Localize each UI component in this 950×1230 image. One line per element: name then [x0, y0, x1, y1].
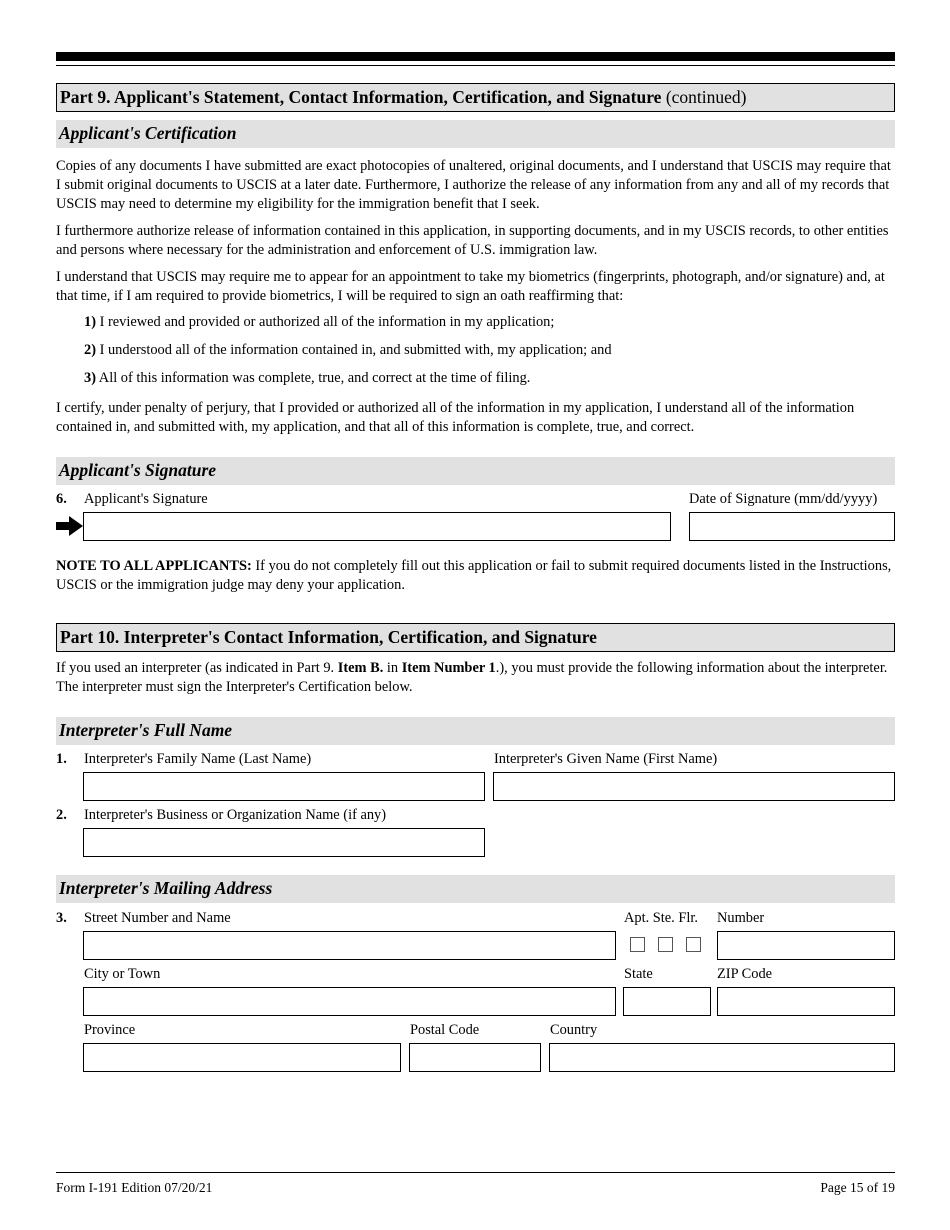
apt-checkbox[interactable] — [630, 937, 645, 952]
given-name-label: Interpreter's Given Name (First Name) — [494, 751, 718, 767]
oath-list-item: 2) I understood all of the information contained in, and submitted with, my application; and — [84, 342, 612, 358]
signature-date-label: Date of Signature (mm/dd/yyyy) — [689, 491, 878, 507]
part9-continued: (continued) — [665, 87, 747, 107]
state-select[interactable] — [623, 987, 711, 1016]
interpreter-address-heading: Interpreter's Mailing Address — [56, 875, 895, 903]
certification-paragraph-2: I furthermore authorize release of information contained in this application, in supporting documents, and in my USCIS records, to other entities and persons where necessary for the administration and enforcement of U.S. immigration law. — [56, 223, 889, 258]
province-field[interactable] — [83, 1043, 401, 1072]
zip-label: ZIP Code — [717, 966, 773, 982]
apt-ste-flr-label: Apt. Ste. Flr. — [624, 910, 698, 926]
unit-number-label: Number — [717, 910, 765, 926]
part10-header: Part 10. Interpreter's Contact Information, Certification, and Signature — [56, 623, 895, 652]
certification-paragraph-4: I certify, under penalty of perjury, that I provided or authorized all of the information in my application, I understand all of the information contained in, and submitted with, my application, and that all of this information is complete, true, and correct. — [56, 400, 855, 435]
top-thin-rule — [56, 65, 895, 66]
unit-number-field[interactable] — [717, 931, 895, 960]
postal-code-field[interactable] — [409, 1043, 541, 1072]
item-1-number: 1. — [56, 751, 67, 767]
business-name-label: Interpreter's Business or Organization Name (if any) — [84, 807, 387, 823]
city-label: City or Town — [84, 966, 161, 982]
oath-list-item: 1) I reviewed and provided or authorized all of the information in my application; — [84, 314, 555, 330]
item-6-number: 6. — [56, 491, 67, 507]
page-number: Page 15 of 19 — [820, 1180, 895, 1195]
country-label: Country — [550, 1022, 598, 1038]
state-label: State — [624, 966, 653, 982]
note-to-applicants: NOTE TO ALL APPLICANTS: If you do not completely fill out this application or fail to submit required documents listed in the Instructions, USCIS or the immigration judge may deny your application. — [56, 558, 892, 593]
certification-paragraph-1: Copies of any documents I have submitted are exact photocopies of unaltered, original documents, and I understand that USCIS may require that I submit original documents to USCIS at a later date. Furthermore, I authorize the release of any information from any and all of my records that USCIS may need to determine my eligibility for the immigration benefit that I seek. — [56, 158, 891, 212]
family-name-field[interactable] — [83, 772, 485, 801]
family-name-label: Interpreter's Family Name (Last Name) — [84, 751, 312, 767]
part9-header — [56, 83, 895, 112]
signature-field[interactable] — [83, 512, 671, 541]
signature-date-field[interactable] — [689, 512, 895, 541]
item-3-number: 3. — [56, 910, 67, 926]
city-field[interactable] — [83, 987, 616, 1016]
item-2-number: 2. — [56, 807, 67, 823]
certification-heading: Applicant's Certification — [56, 120, 895, 148]
signature-heading: Applicant's Signature — [56, 457, 895, 485]
zip-field[interactable] — [717, 987, 895, 1016]
given-name-field[interactable] — [493, 772, 895, 801]
part9-title: Part 9. Applicant's Statement, Contact Information, Certification, and Signature — [60, 87, 662, 107]
signature-label: Applicant's Signature — [84, 491, 208, 507]
ste-checkbox[interactable] — [658, 937, 673, 952]
form-edition: Form I-191 Edition 07/20/21 — [56, 1180, 213, 1195]
country-field[interactable] — [549, 1043, 895, 1072]
interpreter-fullname-heading: Interpreter's Full Name — [56, 717, 895, 745]
top-thick-rule — [56, 52, 895, 61]
right-arrow-icon — [56, 516, 83, 536]
province-label: Province — [84, 1022, 136, 1038]
street-label: Street Number and Name — [84, 910, 231, 926]
business-name-field[interactable] — [83, 828, 485, 857]
certification-paragraph-3: I understand that USCIS may require me to appear for an appointment to take my biometrics (fingerprints, photograph, and/or signature) and, at that time, if I am required to provide biometrics, I will be required to sign an oath reaffirming that: — [56, 269, 885, 304]
oath-list-item: 3) All of this information was complete, true, and correct at the time of filing. — [84, 370, 531, 386]
street-field[interactable] — [83, 931, 616, 960]
postal-code-label: Postal Code — [410, 1022, 480, 1038]
footer-rule — [56, 1172, 895, 1173]
flr-checkbox[interactable] — [686, 937, 701, 952]
part10-intro: If you used an interpreter (as indicated in Part 9. Item B. in Item Number 1.), you must provide the following information about the interpreter. The interpreter must sign the Interpreter's Certification below. — [56, 660, 888, 695]
